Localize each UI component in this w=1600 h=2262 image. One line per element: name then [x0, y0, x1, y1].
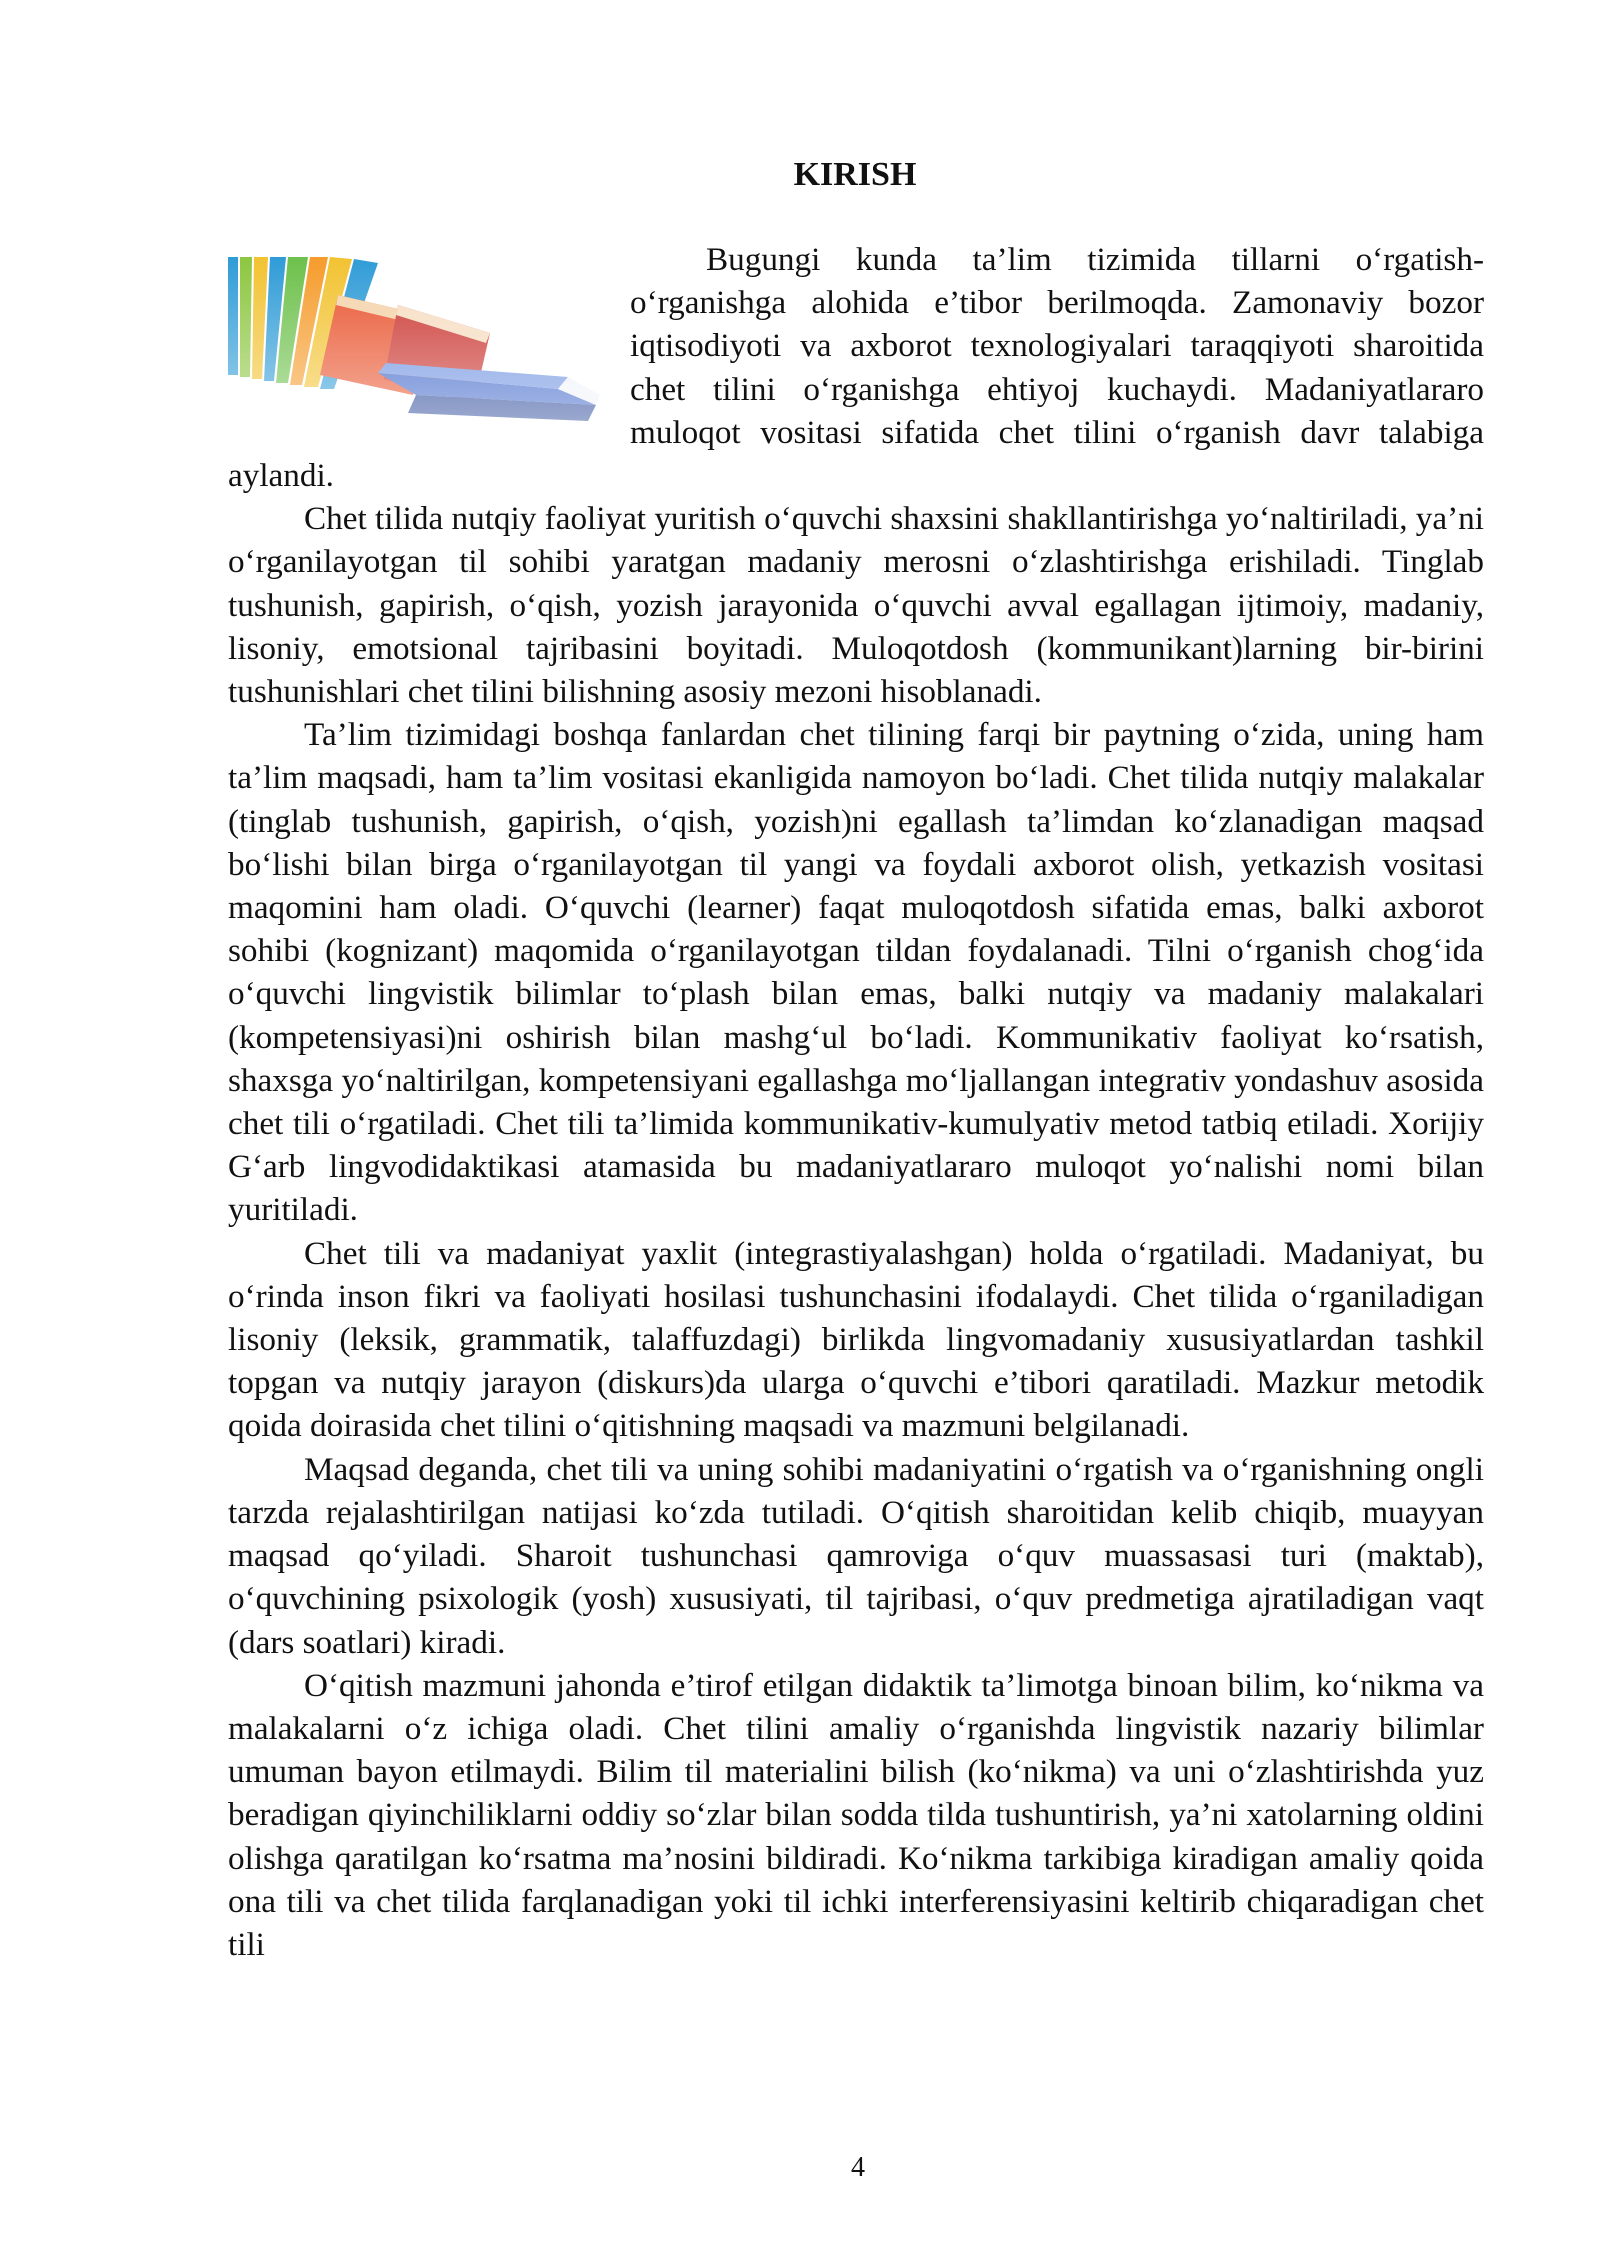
paragraph-4: Chet tili va madaniyat yaxlit (integrastiyalashgan) holda o‘rgatiladi. Madaniyat, bu o‘rinda inson fikri va faoliyati hosilasi tushunchasini ifodalaydi. Chet tilida o‘rganiladigan lisoniy (leksik, grammatik, talaffuzdagi) birlikda lingvomadaniy xususiyatlardan tashkil topgan va nutqiy jarayon (diskurs)da ularga o‘quvchi e’tibori qaratiladi. Mazkur metodik qoida doirasida chet tilini o‘qitishning maqsadi va mazmuni belgilanadi. [228, 1234, 1484, 1445]
paragraph-2: Chet tilida nutqiy faoliyat yuritish o‘quvchi shaxsini shakllantirishga yo‘naltiriladi, ya’ni o‘rganilayotgan til sohibi yaratgan madaniy merosni o‘zlashtirishga erishiladi. Tinglab tushunish, gapirish, o‘qish, yozish jarayonida o‘quvchi avval egallagan ijtimoiy, madaniy, lisoniy, emotsional tajribasini boyitadi. Muloqotdosh (kommunikant)larning bir-birini tushunishlari chet tilini bilishning asosiy mezoni hisoblanadi. [228, 500, 1484, 711]
page-title: KIRISH [793, 156, 917, 193]
stack-of-books-icon [228, 255, 605, 421]
books-illustration [228, 255, 605, 421]
paragraph-3: Ta’lim tizimidagi boshqa fanlardan chet tilining farqi bir paytning o‘zida, uning ham ta’lim maqsadi, ham ta’lim vositasi ekanligida namoyon bo‘ladi. Chet tilida nutqiy malakalar (tinglab tushunish, gapirish, o‘qish, yozish)ni egallash ta’limdan ko‘zlanadigan maqsad bo‘lishi bilan birga o‘rganilayotgan til yangi va foydali axborot olish, yetkazish vositasi maqomini ham oladi. O‘quvchi (learner) faqat muloqotdosh sifatida emas, balki axborot sohibi (kognizant) maqomida o‘rganilayotgan tildan foydalanadi. Tilni o‘rganish chog‘ida o‘quvchi lingvistik bilimlar to‘plash bilan emas, balki nutqiy va madaniy malakalari (kompetensiyasi)ni oshirish bilan mashg‘ul bo‘ladi. Kommunikativ faoliyat ko‘rsatish, shaxsga yo‘naltirilgan, kompetensiyani egallashga mo‘ljallangan integrativ yondashuv asosida chet tili o‘rgatiladi. Chet tili ta’limida kommunikativ-kumulyativ metod tatbiq etiladi. Xorijiy G‘arb lingvodidaktikasi atamasida bu madaniyatlararo muloqot yo‘nalishi nomi bilan yuritiladi. [228, 716, 1484, 1229]
paragraph-1: Bugungi kunda ta’lim tizimida tillarni o‘rgatish-o‘rganishga alohida e’tibor berilmoqda. Zamonaviy bozor iqtisodiyoti va axborot texnologiyalari taraqqiyoti sharoitida chet tilini o‘rganishga ehtiyoj kuchaydi. Madaniyatlararo muloqot vositasi sifatida chet tilini o‘rganish davr talabiga aylandi. [228, 241, 1484, 495]
page-number: 4 [851, 2152, 865, 2183]
body-text [228, 238, 1484, 1966]
paragraph-5: Maqsad deganda, chet tili va uning sohibi madaniyatini o‘rgatish va o‘rganishning ongli tarzda rejalashtirilgan natijasi ko‘zda tutiladi. O‘qitish sharoitidan kelib chiqib, muayyan maqsad qo‘yiladi. Sharoit tushunchasi qamroviga o‘quv muassasasi turi (maktab), o‘quvchining psixologik (yosh) xususiyati, til tajribasi, o‘quv predmetiga ajratiladigan vaqt (dars soatlari) kiradi. [228, 1450, 1484, 1661]
paragraph-6: O‘qitish mazmuni jahonda e’tirof etilgan didaktik ta’limotga binoan bilim, ko‘nikma va malakalarni o‘z ichiga oladi. Chet tilini amaliy o‘rganishda lingvistik nazariy bilimlar umuman bayon etilmaydi. Bilim til materialini bilish (ko‘nikma) va uni o‘zlashtirishda yuz beradigan qiyinchiliklarni oddiy so‘zlar bilan sodda tilda tushuntirish, ya’ni xatolarning oldini olishga qaratilgan ko‘rsatma ma’nosini bildiradi. Ko‘nikma tarkibiga kiradigan amaliy qoida ona tili va chet tilida farqlanadigan yoki til ichki interferensiyasini keltirib chiqaradigan chet tili [228, 1666, 1484, 1963]
